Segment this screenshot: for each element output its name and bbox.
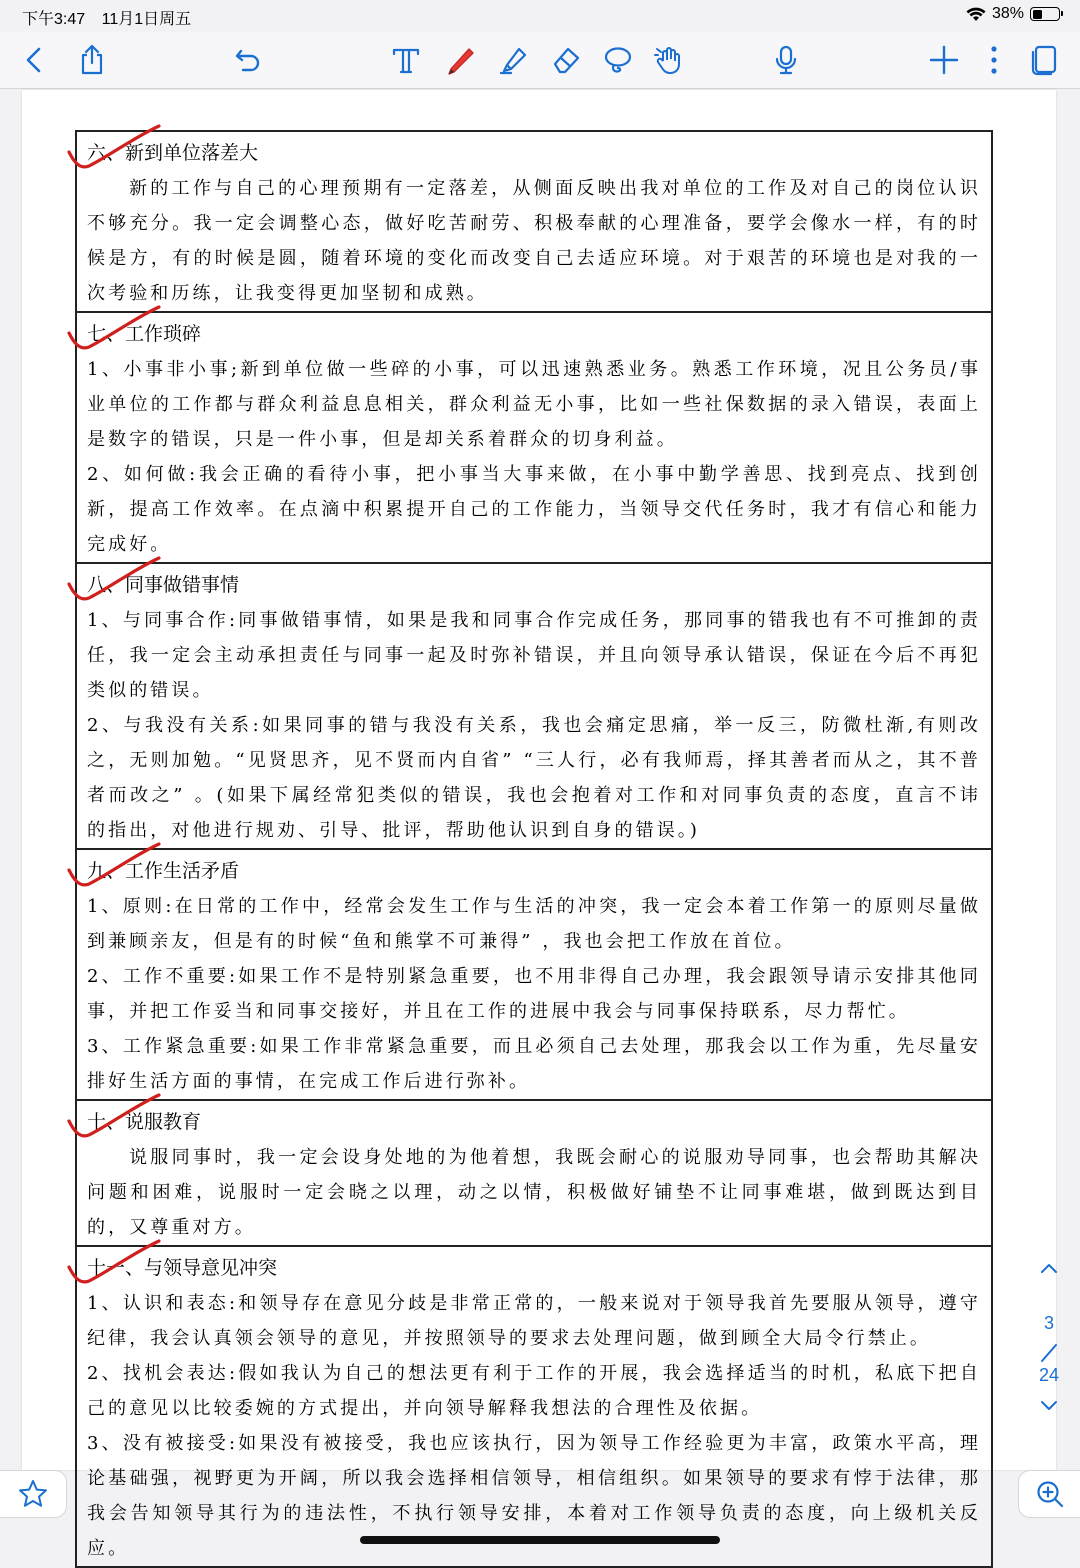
- section-6: [77, 1247, 991, 1566]
- chevron-up-icon: [1038, 1258, 1060, 1280]
- section-paragraph: 3、没有被接受:如果没有被接受，我也应该执行，因为领导工作经验更为丰富，政策水平高，理论基础强，视野更为开阔，所以我会选择相信领导，相信组织。如果领导的要求有悖于法律，那我会告知领导其行为的违法性，不执行领导安排，本着对工作领导负责的态度，向上级机关反应。: [87, 1433, 981, 1559]
- pen-tool-icon[interactable]: [440, 40, 480, 80]
- section-1: [77, 132, 991, 313]
- section-title: 八、同事做错事情: [87, 574, 240, 596]
- section-paragraph: 新的工作与自己的心理预期有一定落差，从侧面反映出我对单位的工作及对自己的岗位认识不够充分。我一定会调整心态，做好吃苦耐劳、积极奉献的心理准备，要学会像水一样，有的时候是方，有的时候是圆，随着环境的变化而改变自己去适应环境。对于艰苦的环境也是对我的一次考验和历练，让我变得更加坚韧和成熟。: [87, 178, 981, 304]
- add-icon[interactable]: [924, 40, 964, 80]
- section-paragraph: 1、与同事合作:同事做错事情，如果是我和同事合作完成任务，那同事的错我也有不可推卸的责任，我一定会主动承担责任与同事一起及时弥补错误，并且向领导承认错误，保证在今后不再犯类似的错误。: [87, 610, 981, 701]
- battery-level: [1033, 10, 1042, 19]
- section-paragraph: 1、认识和表态:和领导存在意见分歧是非常正常的，一般来说对于领导我首先要服从领导，遵守纪律，我会认真领会领导的意见，并按照领导的要求去处理问题，做到顾全大局令行禁止。: [87, 1293, 981, 1349]
- total-pages: 24: [1038, 1365, 1060, 1385]
- back-icon[interactable]: [14, 40, 54, 80]
- zoom-in-icon: [1035, 1479, 1065, 1509]
- section-paragraph: 3、工作紧急重要:如果工作非常紧急重要，而且必须自己去处理，那我会以工作为重，先尽量安排好生活方面的事情，在完成工作后进行弥补。: [87, 1036, 981, 1092]
- text-tool-icon[interactable]: [386, 40, 426, 80]
- share-icon[interactable]: [72, 40, 112, 80]
- status-left: [22, 6, 203, 29]
- section-paragraph: 2、如何做:我会正确的看待小事，把小事当大事来做，在小事中勤学善思、找到亮点、找到创新，提高工作效率。在点滴中积累提开自己的工作能力，当领导交代任务时，我才有信心和能力完成好。: [87, 464, 981, 555]
- section-title: 十、说服教育: [87, 1111, 202, 1133]
- battery-icon: [1030, 7, 1060, 21]
- section-title: 七、工作琐碎: [87, 323, 202, 345]
- chevron-down-icon: [1038, 1394, 1060, 1416]
- status-right: [966, 5, 1060, 23]
- section-4: [77, 850, 991, 1101]
- page-separator-icon: [1038, 1342, 1060, 1364]
- battery-percent: 38%: [991, 5, 1024, 22]
- status-date: 11月1日周五: [101, 11, 192, 28]
- star-icon: [17, 1478, 49, 1510]
- document-table: [75, 130, 993, 1568]
- section-paragraph: 说服同事时，我一定会设身处地的为他着想，我既会耐心的说服劝导同事，也会帮助其解决问题和困难，说服时一定会晓之以理，动之以情，积极做好铺垫不让同事难堪，做到既达到目的，又尊重对方。: [87, 1147, 981, 1238]
- section-title: 六、新到单位落差大: [87, 142, 259, 164]
- status-bar: [0, 0, 1080, 32]
- section-title: 十一、与领导意见冲突: [87, 1257, 278, 1279]
- section-paragraph: 1、原则:在日常的工作中，经常会发生工作与生活的冲突，我一定会本着工作第一的原则尽量做到兼顾亲友，但是有的时候“鱼和熊掌不可兼得” ，我也会把工作放在首位。: [87, 896, 981, 952]
- favorite-button[interactable]: [0, 1470, 67, 1518]
- home-indicator: [360, 1536, 720, 1544]
- pages-icon[interactable]: [1024, 40, 1064, 80]
- undo-icon[interactable]: [228, 40, 268, 80]
- eraser-icon[interactable]: [546, 40, 586, 80]
- section-paragraph: 1、小事非小事;新到单位做一些碎的小事，可以迅速熟悉业务。熟悉工作环境，况且公务员/事业单位的工作都与群众利益息息相关，群众利益无小事，比如一些社保数据的录入错误，表面上是数字的错误，只是一件小事，但是却关系着群众的切身利益。: [87, 359, 981, 450]
- more-icon[interactable]: [974, 40, 1014, 80]
- page-up-button[interactable]: [1024, 1258, 1074, 1292]
- status-time: 下午3:47: [22, 11, 86, 28]
- section-3: [77, 564, 991, 850]
- section-2: [77, 313, 991, 564]
- zoom-button[interactable]: [1018, 1470, 1080, 1518]
- page-navigator: [1024, 1258, 1074, 1428]
- section-title: 九、工作生活矛盾: [87, 860, 240, 882]
- hand-tool-icon[interactable]: [650, 40, 690, 80]
- wifi-icon: [966, 7, 986, 22]
- section-paragraph: 2、找机会表达:假如我认为自己的想法更有利于工作的开展，我会选择适当的时机，私底下把自己的意见以比较委婉的方式提出，并向领导解释我想法的合理性及依据。: [87, 1363, 981, 1419]
- toolbar: [0, 32, 1080, 89]
- current-page: 3: [1043, 1313, 1054, 1333]
- document-page[interactable]: [22, 90, 1056, 1559]
- section-5: [77, 1101, 991, 1247]
- microphone-icon[interactable]: [766, 40, 806, 80]
- lasso-icon[interactable]: [598, 40, 638, 80]
- page-down-button[interactable]: [1024, 1394, 1074, 1428]
- section-paragraph: 2、工作不重要:如果工作不是特别紧急重要，也不用非得自己办理，我会跟领导请示安排其他同事，并把工作妥当和同事交接好，并且在工作的进展中我会与同事保持联系，尽力帮忙。: [87, 966, 981, 1022]
- section-paragraph: 2、与我没有关系:如果同事的错与我没有关系，我也会痛定思痛，举一反三，防微杜渐,有则改之，无则加勉。“见贤思齐，见不贤而内自省” “三人行，必有我师焉，择其善者而从之，其不普者而改之” 。(如果下属经常犯类似的错误，我也会抱着对工作和对同事负责的态度，直言不讳的指出，对他进行规劝、引导、批评，帮助他认识到自身的错误。): [87, 715, 981, 841]
- highlighter-icon[interactable]: [494, 40, 534, 80]
